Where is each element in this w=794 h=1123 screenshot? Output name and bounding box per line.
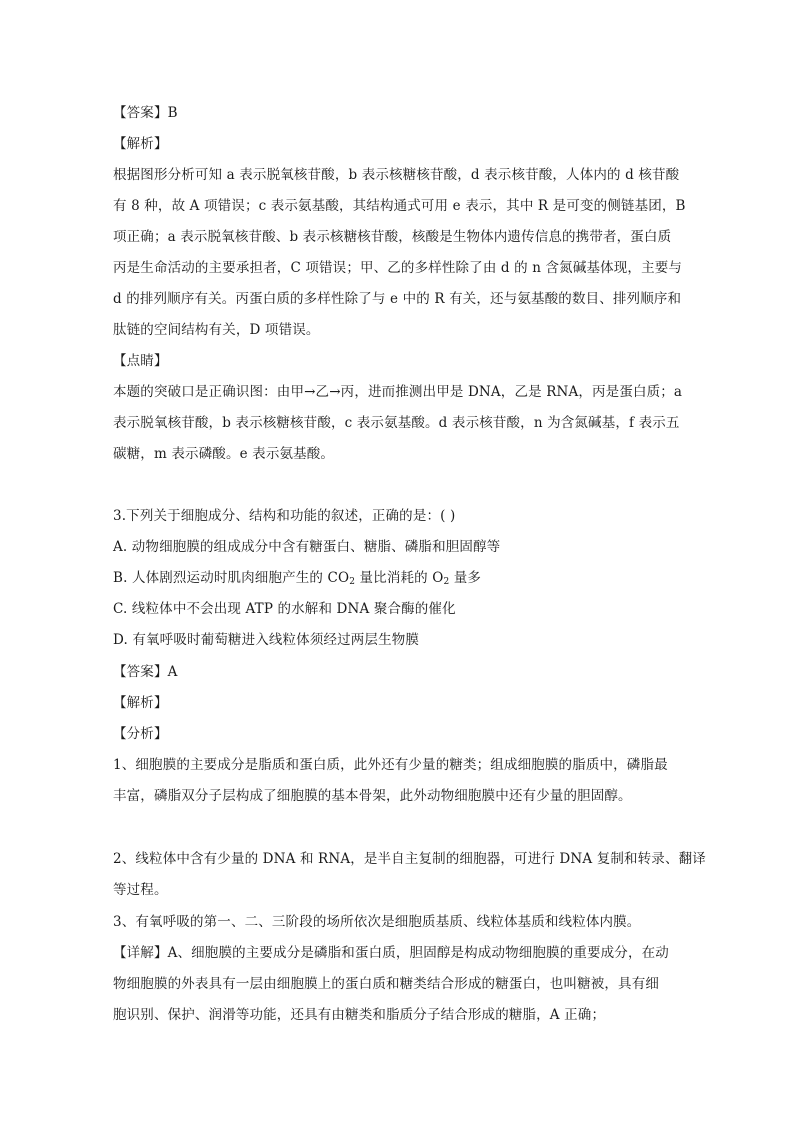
- q3-option-b-text: B. 人体剧烈运动时肌肉细胞产生的 CO: [113, 570, 350, 586]
- q3-stem: 3.下列关于细胞成分、结构和功能的叙述，正确的是：( ): [113, 508, 456, 524]
- q2-review-line: 本题的突破口是正确识图：由甲→乙→丙，进而推测出甲是 DNA，乙是 RNA，丙是蛋白质；a: [113, 384, 683, 400]
- subscript: 2: [349, 577, 356, 587]
- q3-answer: 【答案】A: [113, 664, 178, 680]
- q3-analysis-subheading: 【分析】: [113, 726, 168, 742]
- q3-point-line: 3、有氧呼吸的第一、二、三阶段的场所依次是细胞质基质、线粒体基质和线粒体内膜。: [113, 914, 641, 930]
- q3-point-line: 2、线粒体中含有少量的 DNA 和 RNA，是半自主复制的细胞器，可进行 DNA 复制和转录、翻译: [113, 851, 706, 867]
- q3-option-b-text: 量比消耗的 O: [355, 570, 444, 586]
- q2-review-line: 碳糖，m 表示磷酸。e 表示氨基酸。: [113, 446, 335, 462]
- q3-point-line: 等过程。: [113, 882, 168, 898]
- q2-analysis-line: d 的排列顺序有关。丙蛋白质的多样性除了与 e 中的 R 有关，还与氨基酸的数目、排列顺序和: [113, 291, 682, 307]
- q2-analysis-line: 丙是生命活动的主要承担者，C 项错误；甲、乙的多样性除了由 d 的 n 含氮碱基体现，主要与: [113, 260, 683, 276]
- q3-option-c: C. 线粒体中不会出现 ATP 的水解和 DNA 聚合酶的催化: [113, 601, 456, 617]
- q3-detail-line: 胞识别、保护、润滑等功能，还具有由糖类和脂质分子结合形成的糖脂，A 正确；: [113, 1007, 606, 1023]
- q2-analysis-heading: 【解析】: [113, 136, 168, 152]
- q2-analysis-line: 肽链的空间结构有关，D 项错误。: [113, 322, 320, 338]
- q2-analysis-line: 有 8 种，故 A 项错误；c 表示氨基酸，其结构通式可用 e 表示，其中 R 是可变的侧链基团，B: [113, 198, 686, 214]
- q3-option-b: [113, 568, 688, 588]
- q2-review-heading: 【点睛】: [113, 353, 168, 369]
- subscript: 2: [443, 577, 450, 587]
- q3-option-b-text: 量多: [449, 570, 482, 586]
- q3-option-a: A. 动物细胞膜的组成成分中含有糖蛋白、糖脂、磷脂和胆固醇等: [113, 539, 501, 555]
- q2-review-line: 表示脱氧核苷酸，b 表示核糖核苷酸，c 表示氨基酸。d 表示核苷酸，n 为含氮碱基，f 表示五: [113, 415, 680, 431]
- q3-point-line: 丰富，磷脂双分子层构成了细胞膜的基本骨架，此外动物细胞膜中还有少量的胆固醇。: [113, 788, 632, 804]
- q3-option-d: D. 有氧呼吸时葡萄糖进入线粒体须经过两层生物膜: [113, 632, 420, 648]
- q2-analysis-line: 项正确；a 表示脱氧核苷酸、b 表示核糖核苷酸，核酸是生物体内遗传信息的携带者，蛋白质: [113, 229, 672, 245]
- q2-analysis-line: 根据图形分析可知 a 表示脱氧核苷酸，b 表示核糖核苷酸，d 表示核苷酸，人体内的 d 核苷酸: [113, 167, 680, 183]
- q3-point-line: 1、细胞膜的主要成分是脂质和蛋白质，此外还有少量的糖类；组成细胞膜的脂质中，磷脂最: [113, 757, 668, 773]
- q3-detail-line: 【详解】A、细胞膜的主要成分是磷脂和蛋白质，胆固醇是构成动物细胞膜的重要成分，在动: [113, 945, 669, 961]
- q2-answer: 【答案】B: [113, 105, 178, 121]
- q3-analysis-heading: 【解析】: [113, 695, 168, 711]
- q3-detail-line: 物细胞膜的外表具有一层由细胞膜上的蛋白质和糖类结合形成的糖蛋白，也叫糖被，具有细: [113, 976, 659, 992]
